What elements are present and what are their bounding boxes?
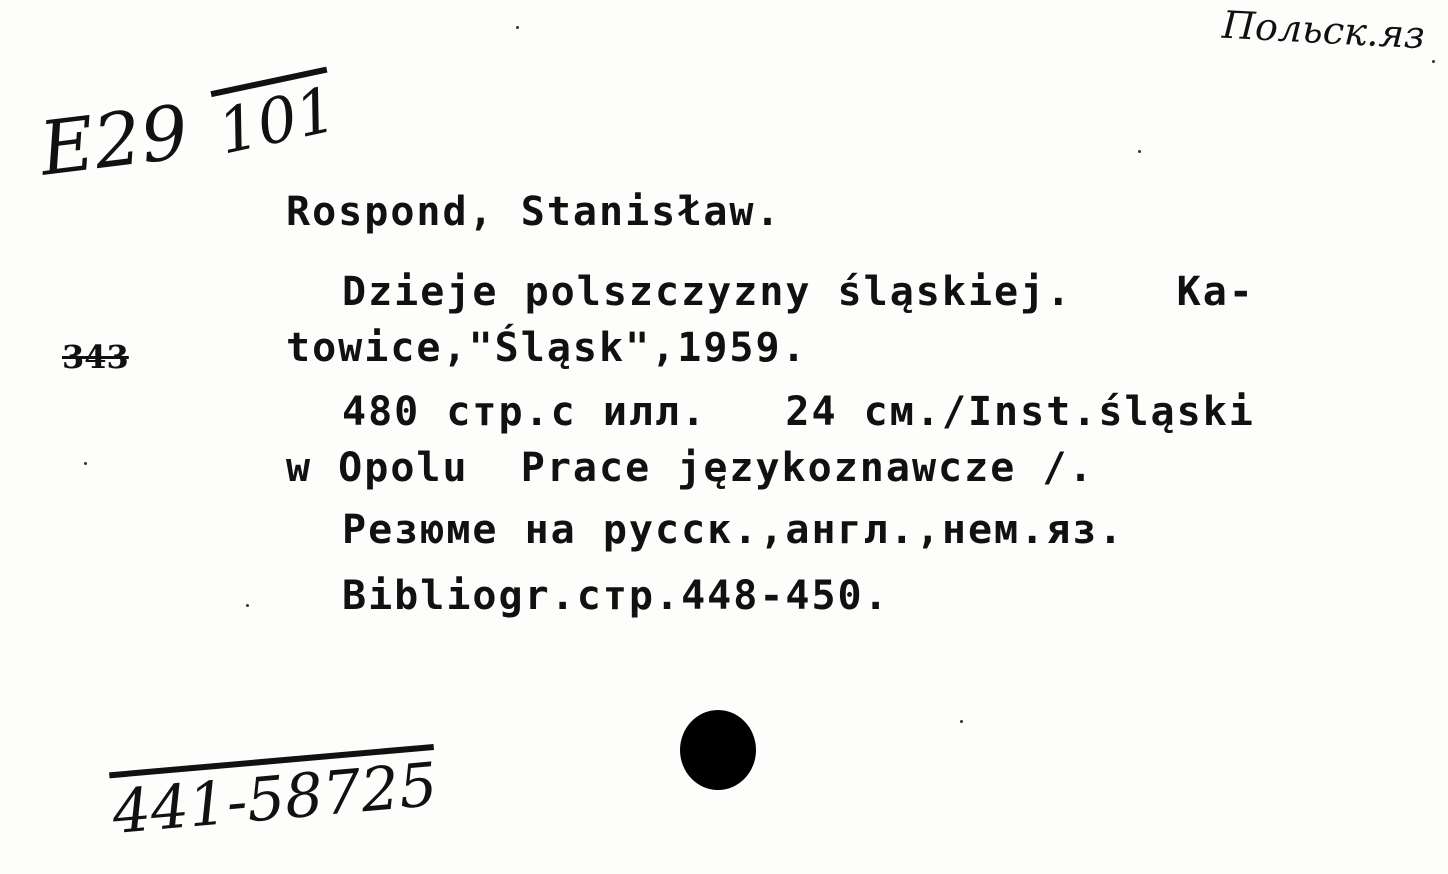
bibliography-line: Bibliogr.стр.448-450. xyxy=(342,573,890,619)
series-line: w Opolu Prace językoznawcze /. xyxy=(286,445,1095,491)
title-line-2: towice,"Śląsk",1959. xyxy=(286,325,808,371)
scan-speck xyxy=(516,26,519,29)
title-line-1: Dzieje polszczyzny śląskiej. Ka- xyxy=(342,269,1255,315)
scan-speck xyxy=(84,462,87,465)
author-line: Rospond, Stanisław. xyxy=(286,189,782,235)
punched-hole xyxy=(680,710,756,790)
scan-speck xyxy=(1138,150,1141,153)
scan-speck xyxy=(1432,60,1435,63)
language-note: Польск.яз xyxy=(1220,2,1426,58)
scan-speck xyxy=(960,720,963,723)
summary-line: Резюме на русск.,англ.,нем.яз. xyxy=(342,507,1125,553)
shelf-mark-prefix: E29 xyxy=(35,89,193,193)
side-number: 343 xyxy=(62,338,129,376)
scan-speck xyxy=(246,604,249,607)
shelf-mark-suffix: 101 xyxy=(211,72,343,169)
physical-description-line: 480 стр.с илл. 24 см./Inst.śląski xyxy=(342,389,1255,435)
accession-number: 441-58725 xyxy=(109,749,441,849)
